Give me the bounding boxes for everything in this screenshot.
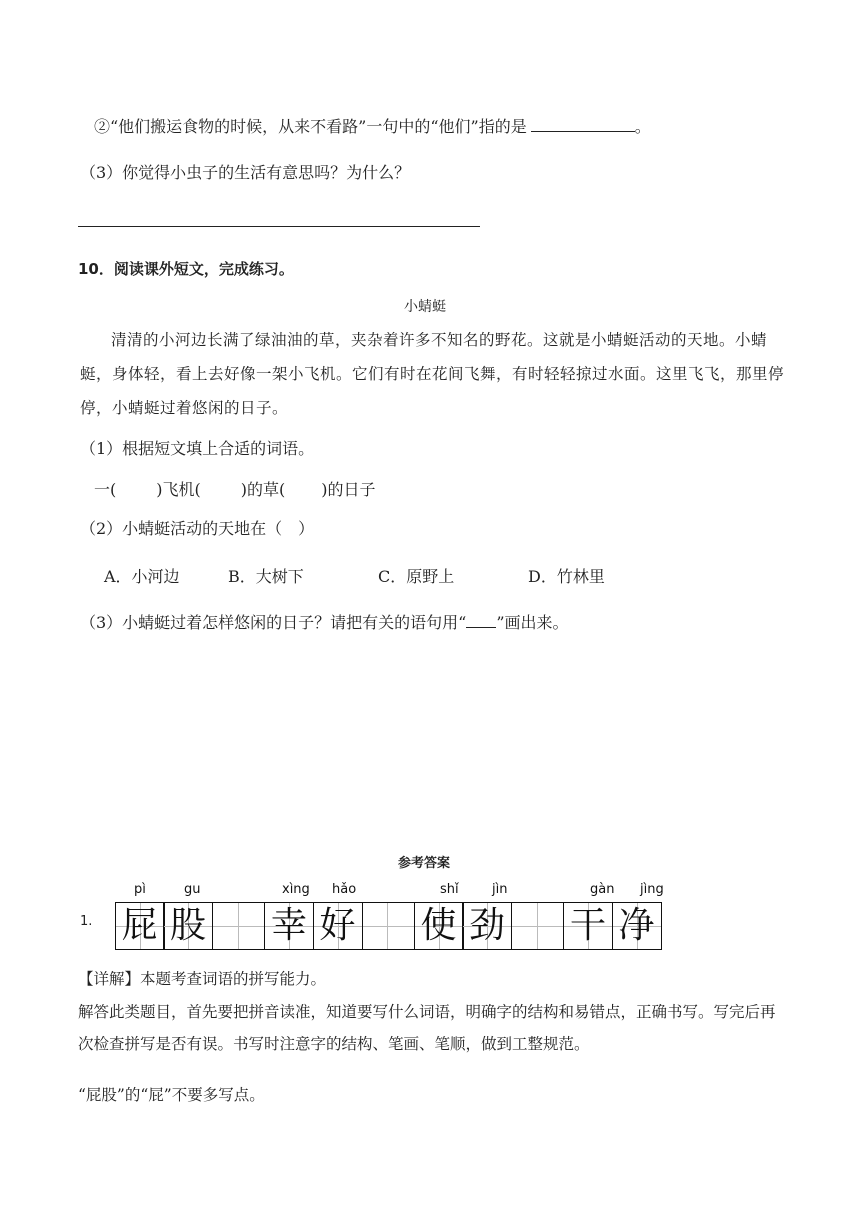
option-b[interactable]: B．大树下 xyxy=(228,567,304,586)
grid-cell xyxy=(462,902,512,950)
q9-sub3: （3）你觉得小虫子的生活有意思吗？为什么？ xyxy=(80,163,411,182)
option-a[interactable]: A．小河边 xyxy=(104,567,180,586)
grid-cell xyxy=(612,902,662,950)
q9-sub2-text: ②“他们搬运食物的时候，从来不看路”一句中的“他们”指的是 xyxy=(94,117,527,136)
q10-fill-row xyxy=(94,479,376,501)
grid-cell xyxy=(563,902,613,950)
passage-title: 小蜻蜓 xyxy=(404,299,446,315)
passage-paragraph: 清清的小河边长满了绿油油的草，夹杂着许多不知名的野花。这就是小蜻蜓活动的天地。小蜻蜓，身体轻，看上去好像一架小飞机。它们有时在花间飞舞，有时轻轻掠过水面。这里飞飞，那里停停，小蜻蜓过着悠闲的日子。 xyxy=(80,331,785,417)
character-grid xyxy=(116,902,662,950)
pinyin-8: jìng xyxy=(640,882,664,897)
grid-cell xyxy=(264,902,314,950)
grid-cell xyxy=(115,902,165,950)
grid-char: 屁 xyxy=(121,905,158,946)
answers-title: 参考答案 xyxy=(398,856,451,871)
answer-explanation-text: 解答此类题目，首先要把拼音读准，知道要写什么词语，明确字的结构和易错点，正确书写。写完后再次检查拼写是否有误。书写时注意字的结构、笔画、笔顺，做到工整规范。 xyxy=(78,1003,776,1053)
option-d[interactable]: D．竹林里 xyxy=(528,567,605,586)
pinyin-1: pì xyxy=(134,882,146,897)
pinyin-4: hǎo xyxy=(332,882,357,897)
pinyin-6: jìn xyxy=(492,882,508,897)
q10-sub1: （1）根据短文填上合适的词语。 xyxy=(80,439,315,458)
grid-cell xyxy=(414,902,464,950)
fill-part-2: )飞机( xyxy=(156,480,201,499)
q9-sub2 xyxy=(94,116,651,138)
q10-heading: 10．阅读课外短文，完成练习。 xyxy=(78,260,294,278)
fill-part-1: 一( xyxy=(94,480,117,499)
pinyin-7: gàn xyxy=(590,882,615,897)
grid-char: 股 xyxy=(169,905,206,946)
pinyin-2: gu xyxy=(184,882,201,897)
q10-sub3-text-b: ”画出来。 xyxy=(496,613,569,632)
q9-sub2-end: 。 xyxy=(634,117,651,136)
answer-note: “屁股”的“屁”不要多写点。 xyxy=(78,1086,265,1104)
answer-detail: 【详解】本题考查词语的拼写能力。 xyxy=(78,970,327,988)
grid-char: 使 xyxy=(420,905,457,946)
q10-sub2: （2）小蜻蜓活动的天地在（ ） xyxy=(80,519,315,538)
pinyin-3: xìng xyxy=(282,882,310,897)
grid-cell xyxy=(163,902,213,950)
passage xyxy=(80,323,792,425)
grid-char: 劲 xyxy=(468,905,505,946)
answer-explanation xyxy=(78,996,790,1060)
q10-sub3 xyxy=(80,612,569,634)
grid-gap xyxy=(361,902,415,950)
answer-blank[interactable] xyxy=(531,117,635,132)
q10-sub3-text-a: （3）小蜻蜓过着怎样悠闲的日子？请把有关的语句用“ xyxy=(80,613,467,632)
answer-line[interactable] xyxy=(78,226,480,227)
options-row xyxy=(104,566,605,588)
grid-cell xyxy=(313,902,363,950)
grid-gap xyxy=(511,902,565,950)
fill-part-4: )的日子 xyxy=(321,480,376,499)
grid-gap xyxy=(212,902,266,950)
underline-sample xyxy=(466,613,496,628)
grid-char: 净 xyxy=(618,905,655,946)
grid-char: 幸 xyxy=(270,905,307,946)
option-c[interactable]: C．原野上 xyxy=(378,567,455,586)
fill-part-3: )的草( xyxy=(240,480,286,499)
answer-number: 1. xyxy=(80,914,93,929)
grid-char: 干 xyxy=(569,905,606,946)
grid-char: 好 xyxy=(319,905,356,946)
pinyin-5: shǐ xyxy=(440,882,459,897)
